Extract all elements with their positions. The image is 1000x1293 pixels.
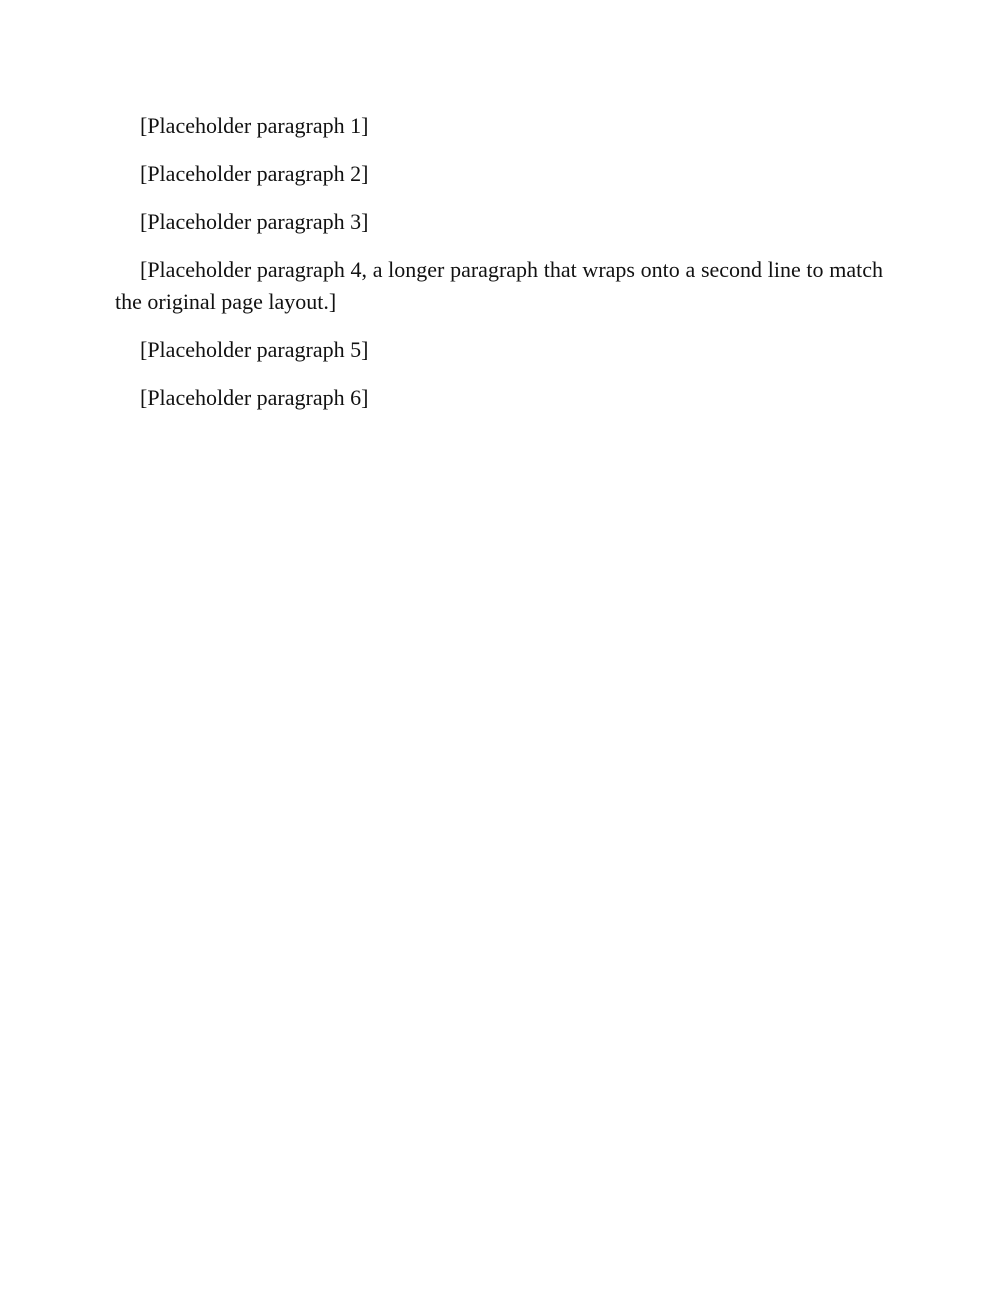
page-body bbox=[115, 110, 883, 430]
paragraph: [Placeholder paragraph 6] bbox=[140, 385, 369, 410]
paragraph: [Placeholder paragraph 2] bbox=[140, 161, 369, 186]
paragraph: [Placeholder paragraph 3] bbox=[140, 209, 369, 234]
paragraph: [Placeholder paragraph 5] bbox=[140, 337, 369, 362]
paragraph: [Placeholder paragraph 4, a longer paragraph that wraps onto a second line to match the original page layout.] bbox=[115, 257, 883, 314]
paragraph: [Placeholder paragraph 1] bbox=[140, 113, 369, 138]
